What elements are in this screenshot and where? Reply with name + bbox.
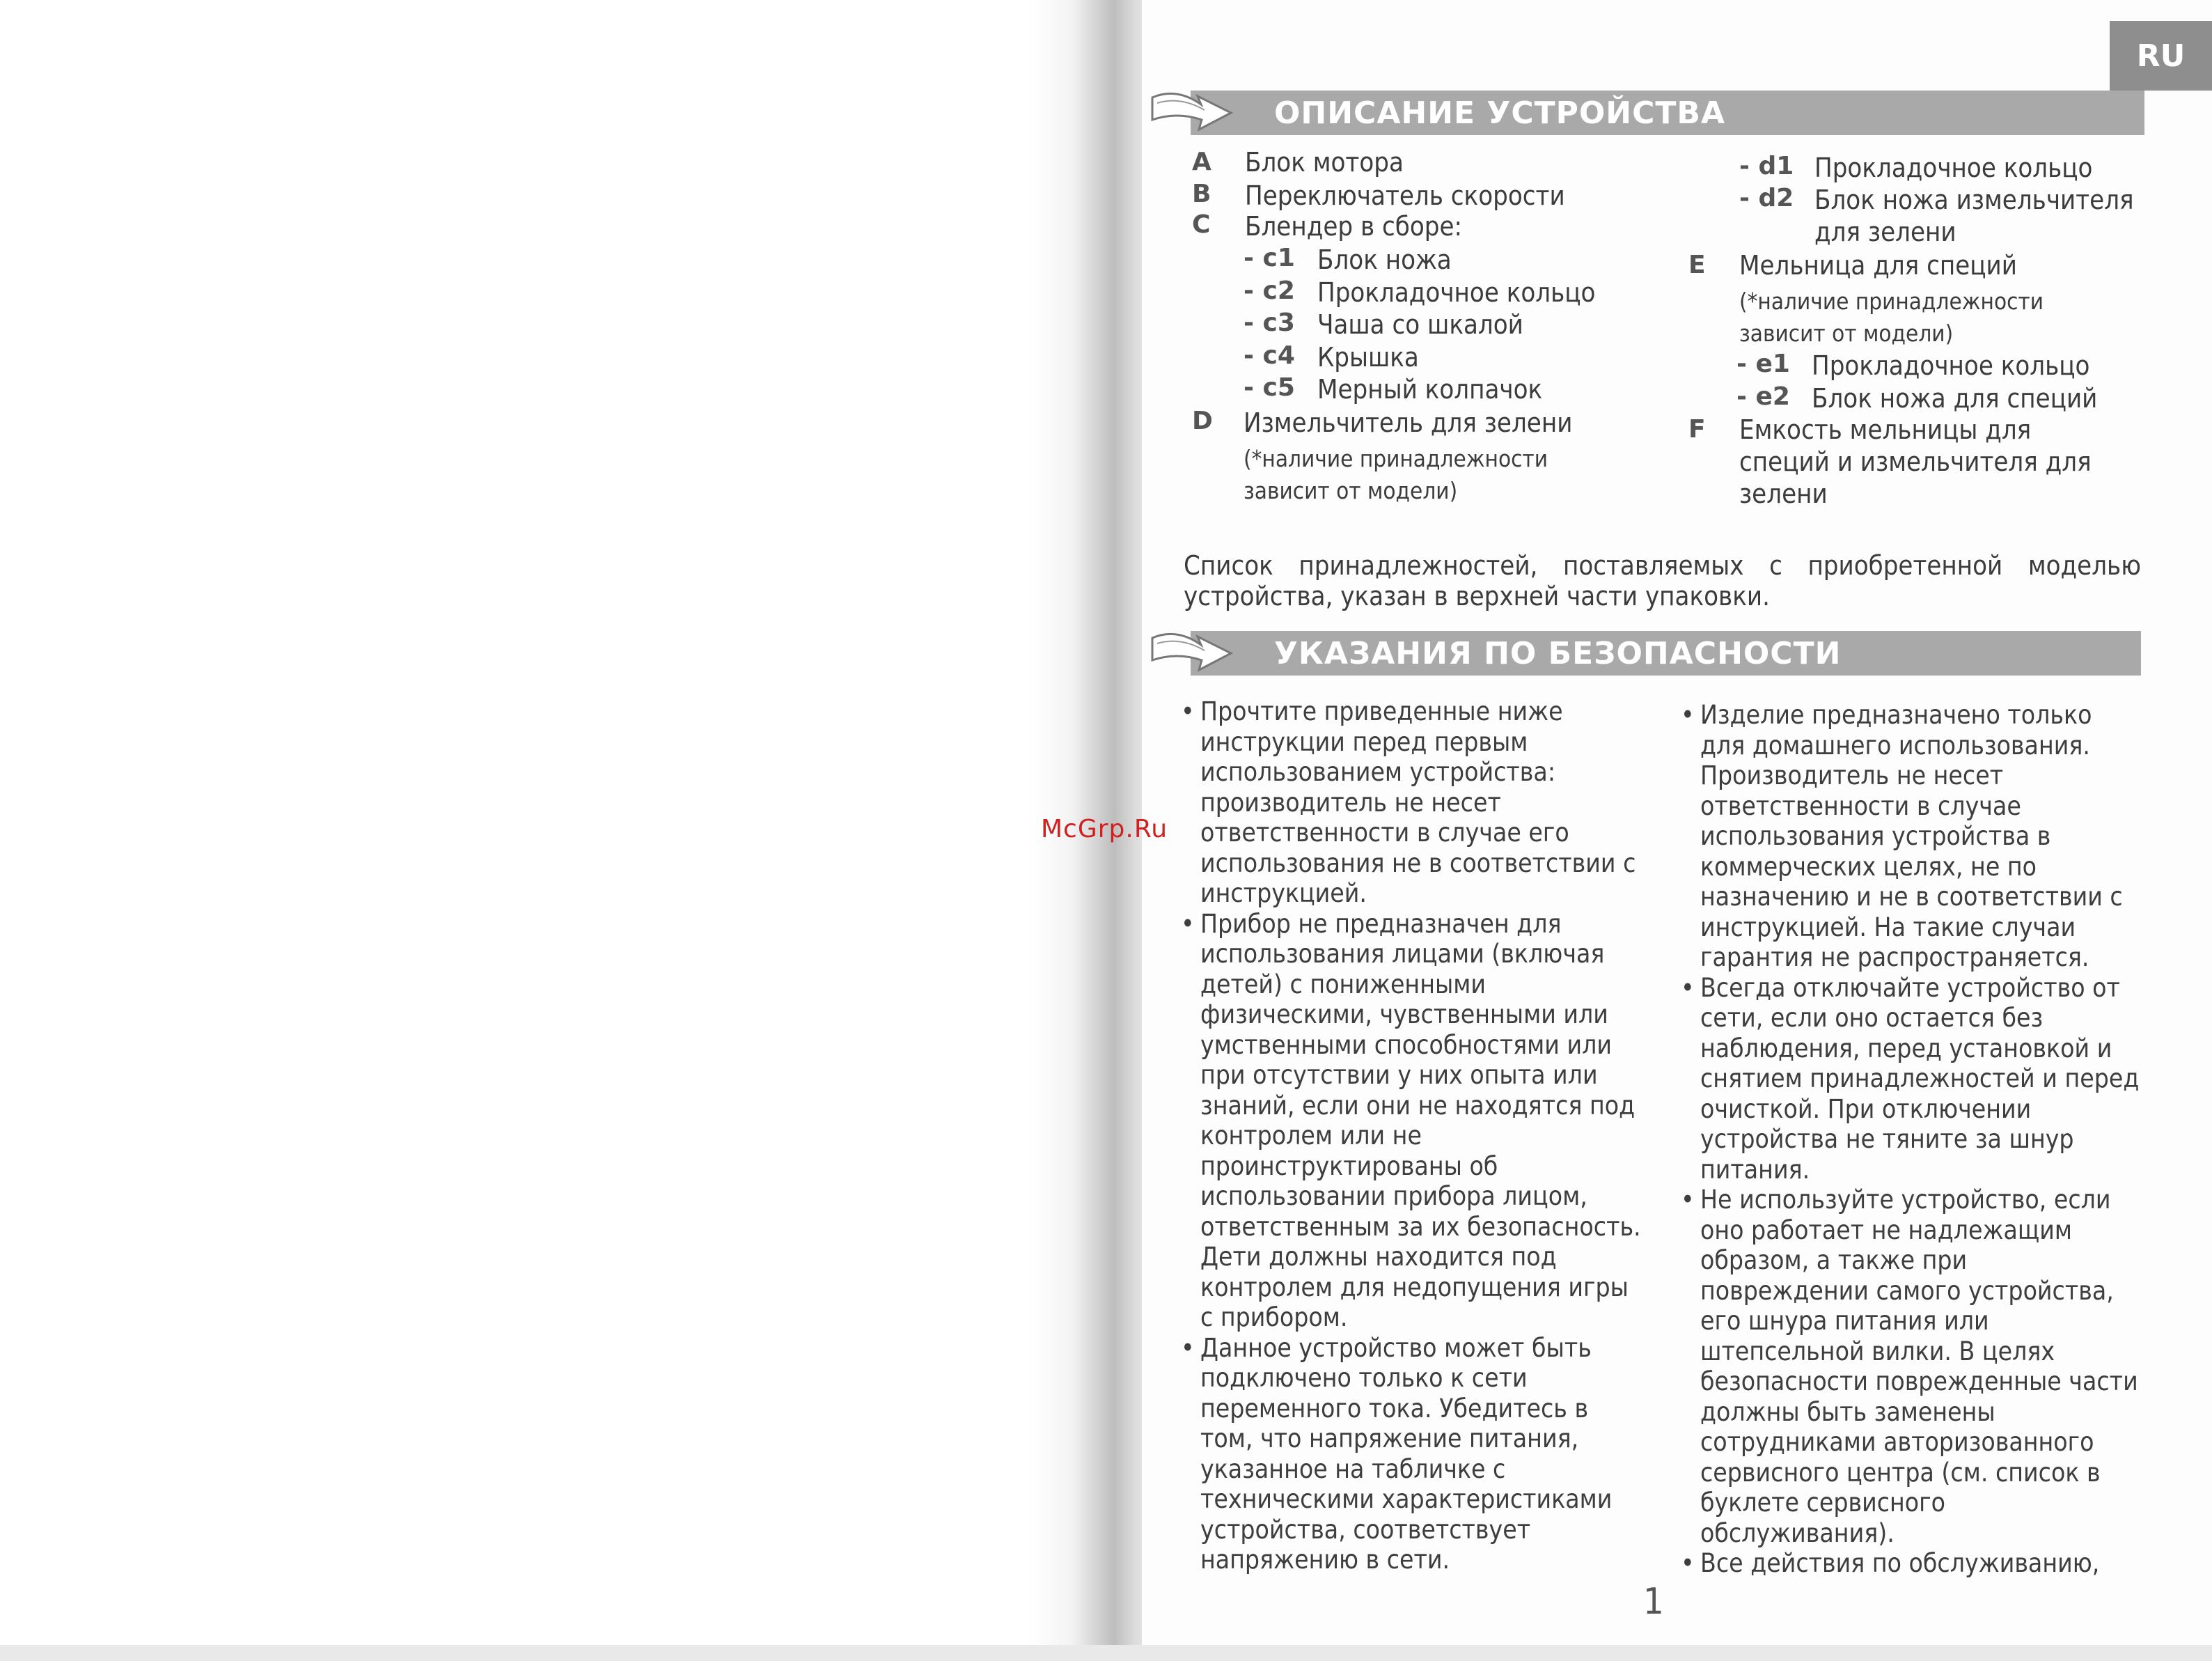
safety-line: • Все действия по обслуживанию, — [1700, 1548, 2100, 1578]
safety-line: устройства, соответствует — [1200, 1514, 1531, 1545]
safety-line: • Данное устройство может быть — [1200, 1332, 1592, 1363]
item-text: Переключатель скорости — [1245, 180, 1565, 211]
sub-code: - d1 — [1739, 152, 1794, 180]
safety-line: • Всегда отключайте устройство от — [1700, 972, 2120, 1003]
safety-line: указанное на табличке с — [1200, 1453, 1506, 1484]
safety-line: для домашнего использования. — [1700, 730, 2090, 761]
safety-line: использованием устройства: — [1200, 757, 1556, 787]
watermark: McGrp.Ru — [1041, 815, 1168, 843]
sub-text: Прокладочное кольцо — [1812, 350, 2090, 381]
safety-line: должны быть заменены — [1700, 1396, 1995, 1427]
safety-line: питания. — [1700, 1154, 1810, 1185]
language-tab: RU — [2110, 21, 2212, 91]
safety-line: с прибором. — [1200, 1302, 1348, 1332]
sub-text: Чаша со шкалой — [1317, 309, 1523, 340]
sub-code: - e1 — [1736, 350, 1790, 378]
sub-text: Крышка — [1317, 342, 1419, 373]
sub-code: - c2 — [1244, 276, 1295, 305]
safety-line: ответственным за их безопасность. — [1200, 1211, 1641, 1242]
item-text: Блок мотора — [1245, 147, 1404, 178]
sub-code: - c3 — [1244, 309, 1295, 337]
safety-line: использования устройства в — [1700, 821, 2051, 851]
safety-bullet-item — [1681, 700, 2154, 973]
safety-line: использования лицами (включая — [1200, 939, 1605, 969]
safety-line: буклете сервисного — [1700, 1488, 1945, 1518]
safety-line: том, что напряжение питания, — [1200, 1424, 1579, 1453]
section-title: УКАЗАНИЯ ПО БЕЗОПАСНОСТИ — [1274, 635, 1842, 671]
safety-line: • Не используйте устройство, если — [1700, 1185, 2111, 1215]
safety-column-right — [1681, 700, 2154, 1579]
safety-line: штепсельной вилки. В целях — [1700, 1336, 2055, 1366]
safety-line: коммерческих целях, не по — [1700, 851, 2037, 882]
sub-text: для зелени — [1814, 217, 1956, 247]
safety-line: детей) с пониженными — [1200, 969, 1486, 999]
safety-column-left — [1181, 696, 1668, 1575]
section-title: ОПИСАНИЕ УСТРОЙСТВА — [1274, 95, 1726, 131]
accessories-note: Список принадлежностей, поставляемых с приобретенной моделью устройства, указан в верхней части упаковки. — [1184, 550, 2141, 611]
item-text: Мельница для специй — [1739, 250, 2017, 281]
safety-line: безопасности поврежденные части — [1700, 1366, 2138, 1396]
sub-code: - d2 — [1739, 184, 1794, 212]
item-text: Емкость мельницы для — [1739, 414, 2032, 445]
safety-line: наблюдения, перед установкой и — [1700, 1033, 2112, 1063]
safety-line: устройства не тяните за шнур — [1700, 1124, 2074, 1154]
safety-line: контролем или не — [1200, 1121, 1422, 1151]
sub-text: Прокладочное кольцо — [1814, 153, 2093, 183]
safety-line: переменного тока. Убедитесь в — [1200, 1393, 1589, 1424]
item-letter: C — [1192, 210, 1211, 239]
safety-line: сети, если оно остается без — [1700, 1003, 2044, 1033]
safety-line: физическими, чувственными или — [1200, 999, 1608, 1029]
item-letter: A — [1192, 148, 1211, 176]
safety-line: сотрудниками авторизованного — [1700, 1427, 2094, 1457]
safety-line: при отсутствии у них опыта или — [1200, 1060, 1598, 1090]
safety-line: повреждении самого устройства, — [1700, 1275, 2114, 1306]
safety-line: Производитель не несет — [1700, 761, 2004, 790]
safety-line: умственными способностями или — [1200, 1029, 1613, 1060]
sub-code: - c1 — [1244, 244, 1295, 272]
safety-line: инструкции перед первым — [1200, 726, 1528, 757]
safety-line: сервисного центра (см. список в — [1700, 1457, 2101, 1488]
safety-line: очисткой. При отключении — [1700, 1093, 2032, 1124]
safety-bullet-item — [1181, 1333, 1668, 1575]
item-note: зависит от модели) — [1739, 320, 1954, 347]
item-letter: F — [1688, 415, 1706, 444]
safety-line: обслуживания). — [1700, 1518, 1895, 1548]
safety-line: его шнура питания или — [1700, 1306, 1989, 1336]
sub-code: - c5 — [1244, 373, 1295, 402]
safety-line: проинструктированы об — [1200, 1151, 1498, 1181]
sub-text: Блок ножа измельчителя — [1814, 185, 2134, 215]
left-blank-page — [0, 0, 1058, 1651]
safety-bullet-item — [1681, 1548, 2154, 1579]
safety-line: назначению и не в соответствии с — [1700, 882, 2123, 912]
safety-line: производитель не несет — [1200, 787, 1501, 818]
item-letter: B — [1192, 180, 1211, 208]
safety-line: контролем для недопущения игры — [1200, 1272, 1629, 1302]
item-note: зависит от модели) — [1244, 477, 1458, 504]
scan-bottom-edge — [0, 1645, 2212, 1661]
arrow-icon — [1149, 624, 1246, 680]
safety-line: подключено только к сети — [1200, 1363, 1528, 1393]
sub-text: Мерный колпачок — [1317, 374, 1543, 405]
safety-bullet-item — [1681, 973, 2154, 1185]
safety-line: инструкцией. — [1200, 878, 1367, 908]
item-letter: E — [1688, 251, 1706, 279]
safety-line: техническими характеристиками — [1200, 1484, 1613, 1514]
safety-line: • Прибор не предназначен для — [1200, 908, 1562, 939]
item-note: (*наличие принадлежности — [1244, 445, 1548, 472]
safety-line: • Прочтите приведенные ниже — [1200, 696, 1563, 726]
safety-bullet-item — [1181, 909, 1668, 1333]
item-letter: D — [1192, 407, 1213, 435]
arrow-icon — [1149, 84, 1246, 139]
safety-line: оно работает не надлежащим — [1700, 1215, 2072, 1245]
section-header-description — [1191, 91, 2144, 135]
safety-line: образом, а также при — [1700, 1245, 1968, 1275]
safety-line: знаний, если они не находятся под — [1200, 1090, 1636, 1121]
sub-text: Блок ножа для специй — [1812, 383, 2098, 414]
sub-code: - c4 — [1244, 341, 1295, 370]
item-note: (*наличие принадлежности — [1739, 288, 2044, 315]
safety-line: гарантия не распространяется. — [1700, 942, 2089, 972]
item-text: Блендер в сборе: — [1245, 211, 1463, 242]
safety-bullet-item — [1181, 696, 1668, 909]
sub-text: Прокладочное кольцо — [1317, 277, 1596, 308]
safety-line: напряжению в сети. — [1200, 1545, 1450, 1575]
sub-text: Блок ножа — [1317, 244, 1452, 275]
page-number: 1 — [1643, 1581, 1664, 1623]
safety-line: ответственности в случае его — [1200, 818, 1569, 848]
safety-line: использовании прибора лицом, — [1200, 1181, 1587, 1211]
safety-line: Дети должны находится под — [1200, 1242, 1557, 1272]
item-text: специй и измельчителя для — [1739, 446, 2092, 477]
section-header-safety — [1191, 631, 2141, 676]
safety-line: снятием принадлежностей и перед — [1700, 1063, 2140, 1093]
safety-line: использования не в соответствии с — [1200, 848, 1636, 878]
safety-line: инструкцией. На такие случаи — [1700, 912, 2076, 942]
safety-line: • Изделие предназначено только — [1700, 700, 2092, 730]
safety-bullet-item — [1681, 1185, 2154, 1548]
safety-line: ответственности в случае — [1700, 790, 2021, 821]
item-text: Измельчитель для зелени — [1244, 407, 1573, 438]
sub-code: - e2 — [1736, 382, 1790, 411]
item-text: зелени — [1739, 478, 1828, 509]
